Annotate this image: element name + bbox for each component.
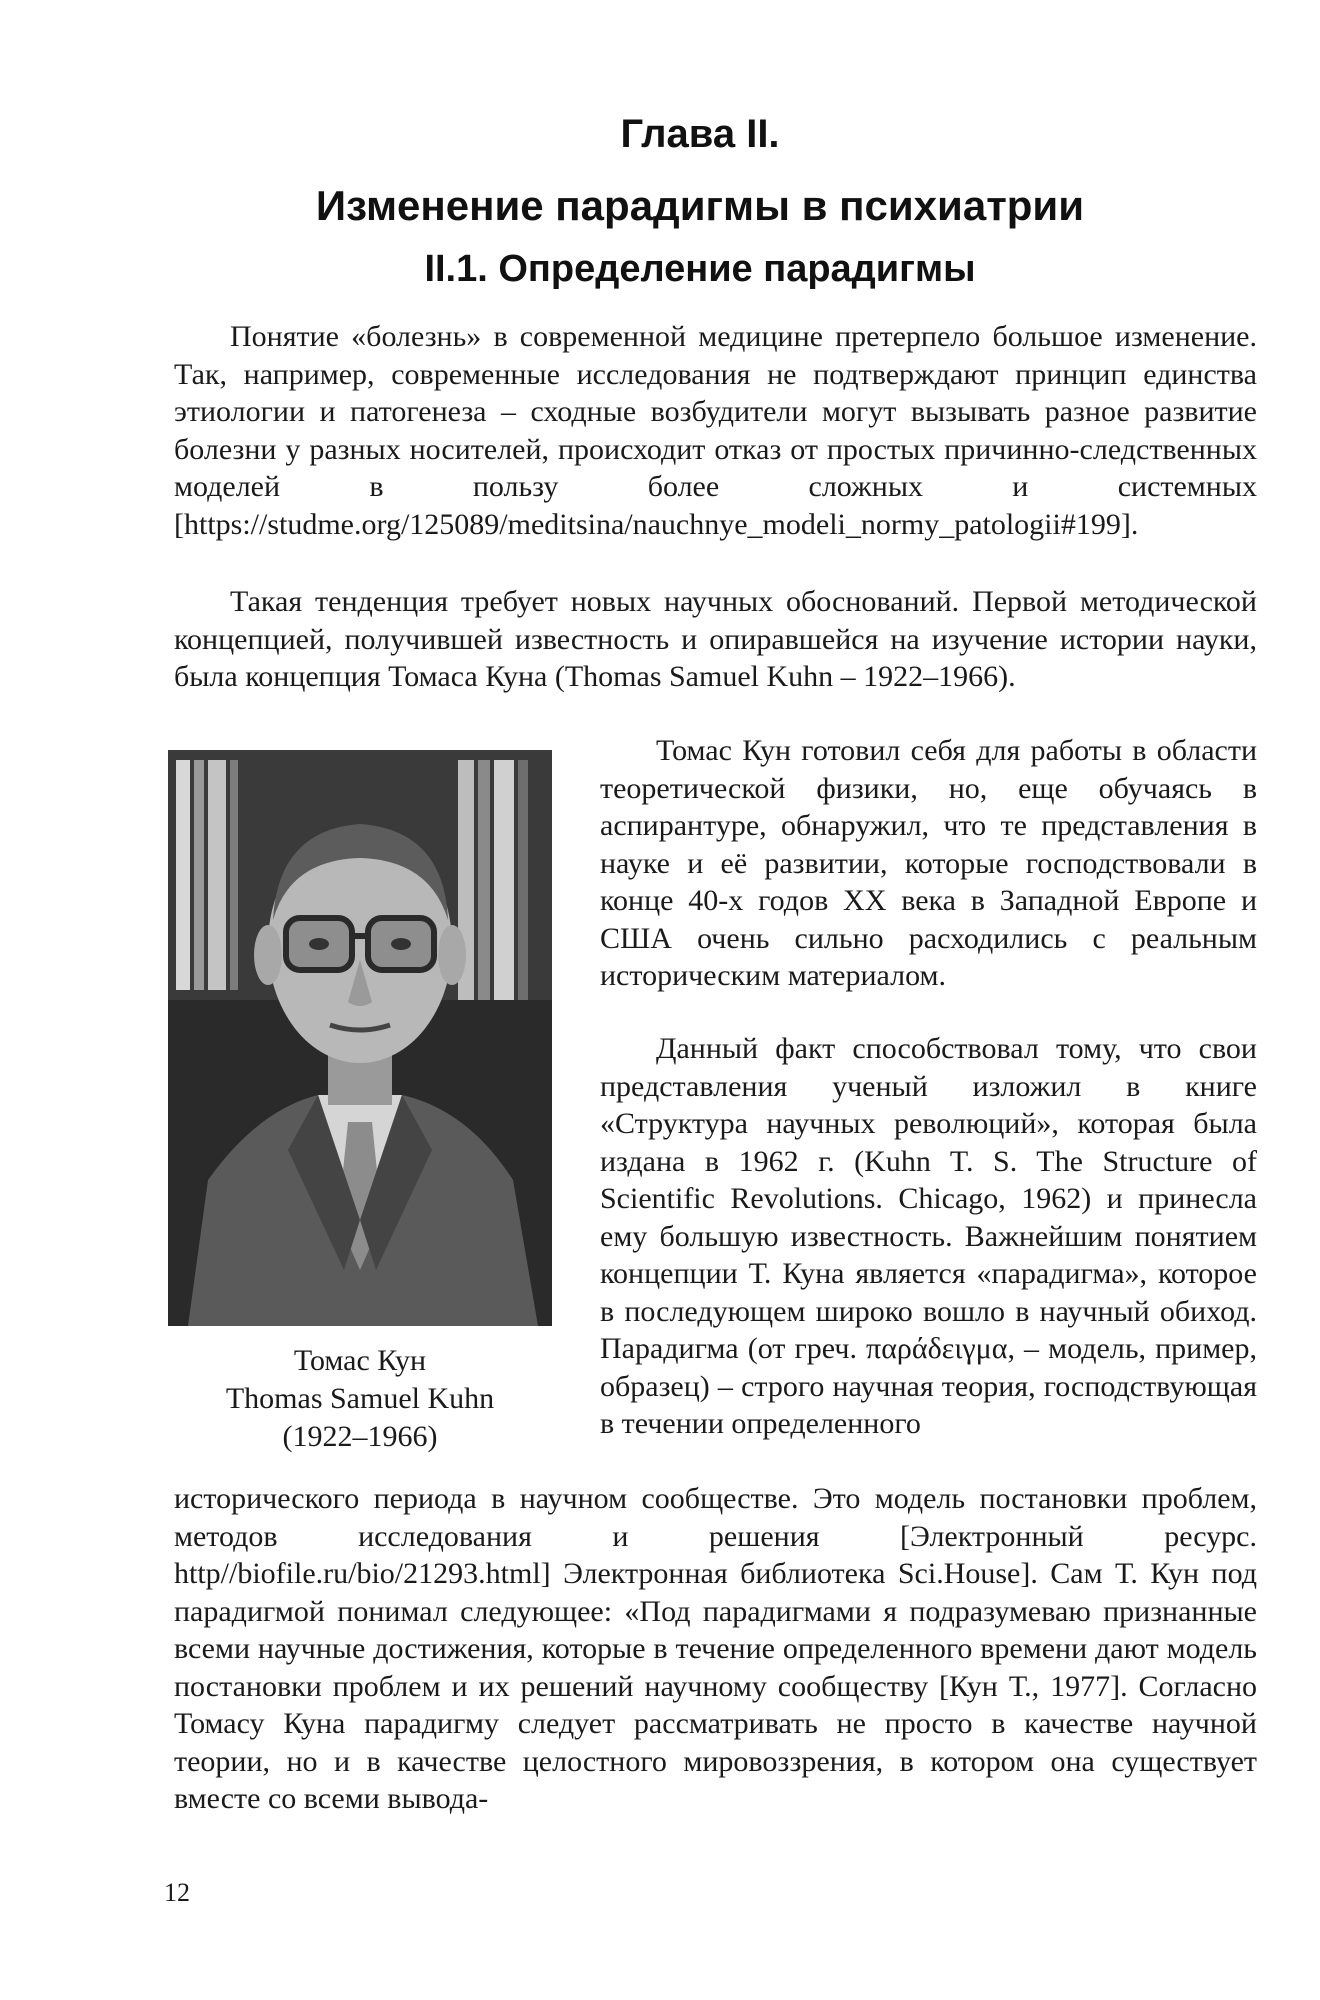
photo-caption bbox=[168, 1342, 552, 1456]
paragraph-kuhn-background: Томас Кун готовил себя для работы в области теоретической физики, но, еще обучаясь в аспирантуре, обнаружил, что те представления в науке и её развитии, которые господствовали в конце 40-х годов XX века в Западной Европе и США очень сильно расходились с реальным историческим материалом. bbox=[600, 734, 1257, 992]
chapter-heading: Глава II. bbox=[620, 112, 780, 156]
caption-years: (1922–1966) bbox=[282, 1420, 438, 1453]
section-heading: II.1. Определение парадигмы bbox=[424, 248, 976, 290]
paragraph-kuhn-intro: Такая тенденция требует новых научных обоснований. Первой методической концепцией, получившей известность и опиравшейся на изучение истории науки, была концепция Томаса Куна (Thomas Samuel Kuhn – 1922–1966). bbox=[174, 585, 1257, 693]
paragraph-disease-concept: Понятие «болезнь» в современной медицине претерпело большое изменение. Так, например, современные исследования не подтверждают принцип единства этиологии и патогенеза – сходные возбудители могут вызывать разное развитие болезни у разных носителей, происходит отказ от простых причинно-следственных моделей в пользу более сложных и системных [https://studme.org/125089/meditsina/nauchnye_modeli_normy_patologii#199]. bbox=[174, 320, 1257, 541]
page-number: 12 bbox=[164, 1878, 190, 1907]
chapter-title: Изменение парадигмы в психиатрии bbox=[315, 182, 1085, 229]
paragraph-paradigm-definition: исторического периода в научном сообществе. Это модель постановки проблем, методов исследования и решения [Электронный ресурс. http//biofile.ru/bio/21293.html] Электронная библиотека Sci.House]. Сам Т. Кун под парадигмой понимал следующее: «Под парадигмами я подразумеваю признанные всеми научные достижения, которые в течение определенного времени дают модель постановки проблем и их решений научному сообществу [Кун Т., 1977]. Согласно Томасу Куна парадигму следует рассматривать не просто в качестве научной теории, но и в качестве целостного мировоззрения, в котором она существует вместе со всеми вывода- bbox=[174, 1482, 1257, 1815]
caption-name-ru: Томас Кун bbox=[293, 1344, 427, 1377]
paragraph-paradigm-book: Данный факт способствовал тому, что свои представления ученый изложил в книге «Структура научных революций», которая была издана в 1962 г. (Kuhn T. S. The Structure of Scientific Revolutions. Chicago, 1962) и принесла ему большую известность. Важнейшим понятием концепции Т. Куна является «парадигма», которое в последующем широко вошло в научный обиход. Парадигма (от греч. παράδειγμα, – модель, пример, образец) – строго научная теория, господствующая в течении определенного bbox=[600, 1032, 1257, 1440]
caption-name-en: Thomas Samuel Kuhn bbox=[225, 1382, 495, 1415]
kuhn-portrait-photo bbox=[168, 750, 552, 1326]
